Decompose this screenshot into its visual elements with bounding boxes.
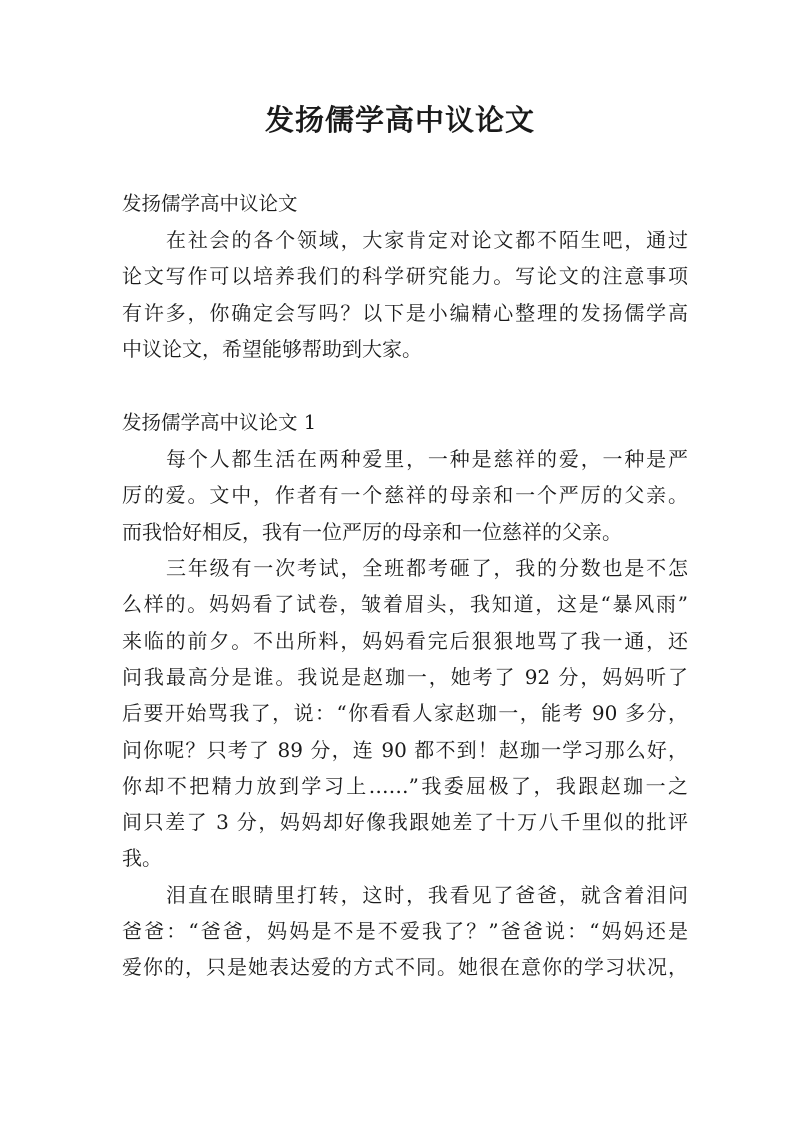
paragraph-line: 三年级有一次考试，全班都考砸了，我的分数也是不怎 <box>166 556 688 581</box>
paragraph-line: 爱你的，只是她表达爱的方式不同。她很在意你的学习状况， <box>122 955 688 980</box>
paragraph-line: 有许多，你确定会写吗？以下是小编精心整理的发扬儒学高 <box>122 300 688 325</box>
paragraph-line: 问我最高分是谁。我说是赵珈一，她考了 92 分，妈妈听了 <box>122 664 688 689</box>
document-body <box>122 186 688 986</box>
paragraph-line: 后要开始骂我了，说：“你看看人家赵珈一，能考 90 多分， <box>122 701 688 726</box>
paragraph-line: 间只差了 3 分，妈妈却好像我跟她差了十万八千里似的批评 <box>122 810 688 835</box>
document-title: 发扬儒学高中议论文 <box>264 103 535 137</box>
paragraph-line: 厉的爱。文中，作者有一个慈祥的母亲和一个严厉的父亲。 <box>122 483 688 508</box>
essay-paragraph-3 <box>122 877 688 986</box>
paragraph-line: 泪直在眼睛里打转，这时，我看见了爸爸，就含着泪问 <box>166 882 688 907</box>
paragraph-line: 每个人都生活在两种爱里，一种是慈祥的爱，一种是严 <box>166 447 688 472</box>
essay-heading: 发扬儒学高中议论文 1 <box>122 411 317 435</box>
paragraph-line: 论文写作可以培养我们的科学研究能力。写论文的注意事项 <box>122 264 688 289</box>
paragraph-line: 么样的。妈妈看了试卷，皱着眉头，我知道，这是“暴风雨” <box>122 592 688 617</box>
essay-paragraph-2 <box>122 550 688 877</box>
paragraph-line: 问你呢？只考了 89 分，连 90 都不到！赵珈一学习那么好， <box>122 737 688 762</box>
paragraph-line: 来临的前夕。不出所料，妈妈看完后狠狠地骂了我一通，还 <box>122 628 688 653</box>
section-spacer <box>122 367 688 405</box>
paragraph-line: 我。 <box>122 846 162 871</box>
paragraph-line: 在社会的各个领域，大家肯定对论文都不陌生吧，通过 <box>166 228 688 252</box>
paragraph-line: 爸爸：“爸爸，妈妈是不是不爱我了？”爸爸说：“妈妈还是 <box>122 919 688 944</box>
paragraph-line: 中议论文，希望能够帮助到大家。 <box>122 336 422 361</box>
essay-paragraph-1 <box>122 441 688 550</box>
intro-paragraph <box>122 222 688 367</box>
paragraph-line: 你却不把精力放到学习上……”我委屈极了，我跟赵珈一之 <box>122 773 688 798</box>
intro-heading: 发扬儒学高中议论文 <box>122 192 298 215</box>
paragraph-line: 而我恰好相反，我有一位严厉的母亲和一位慈祥的父亲。 <box>122 519 622 544</box>
